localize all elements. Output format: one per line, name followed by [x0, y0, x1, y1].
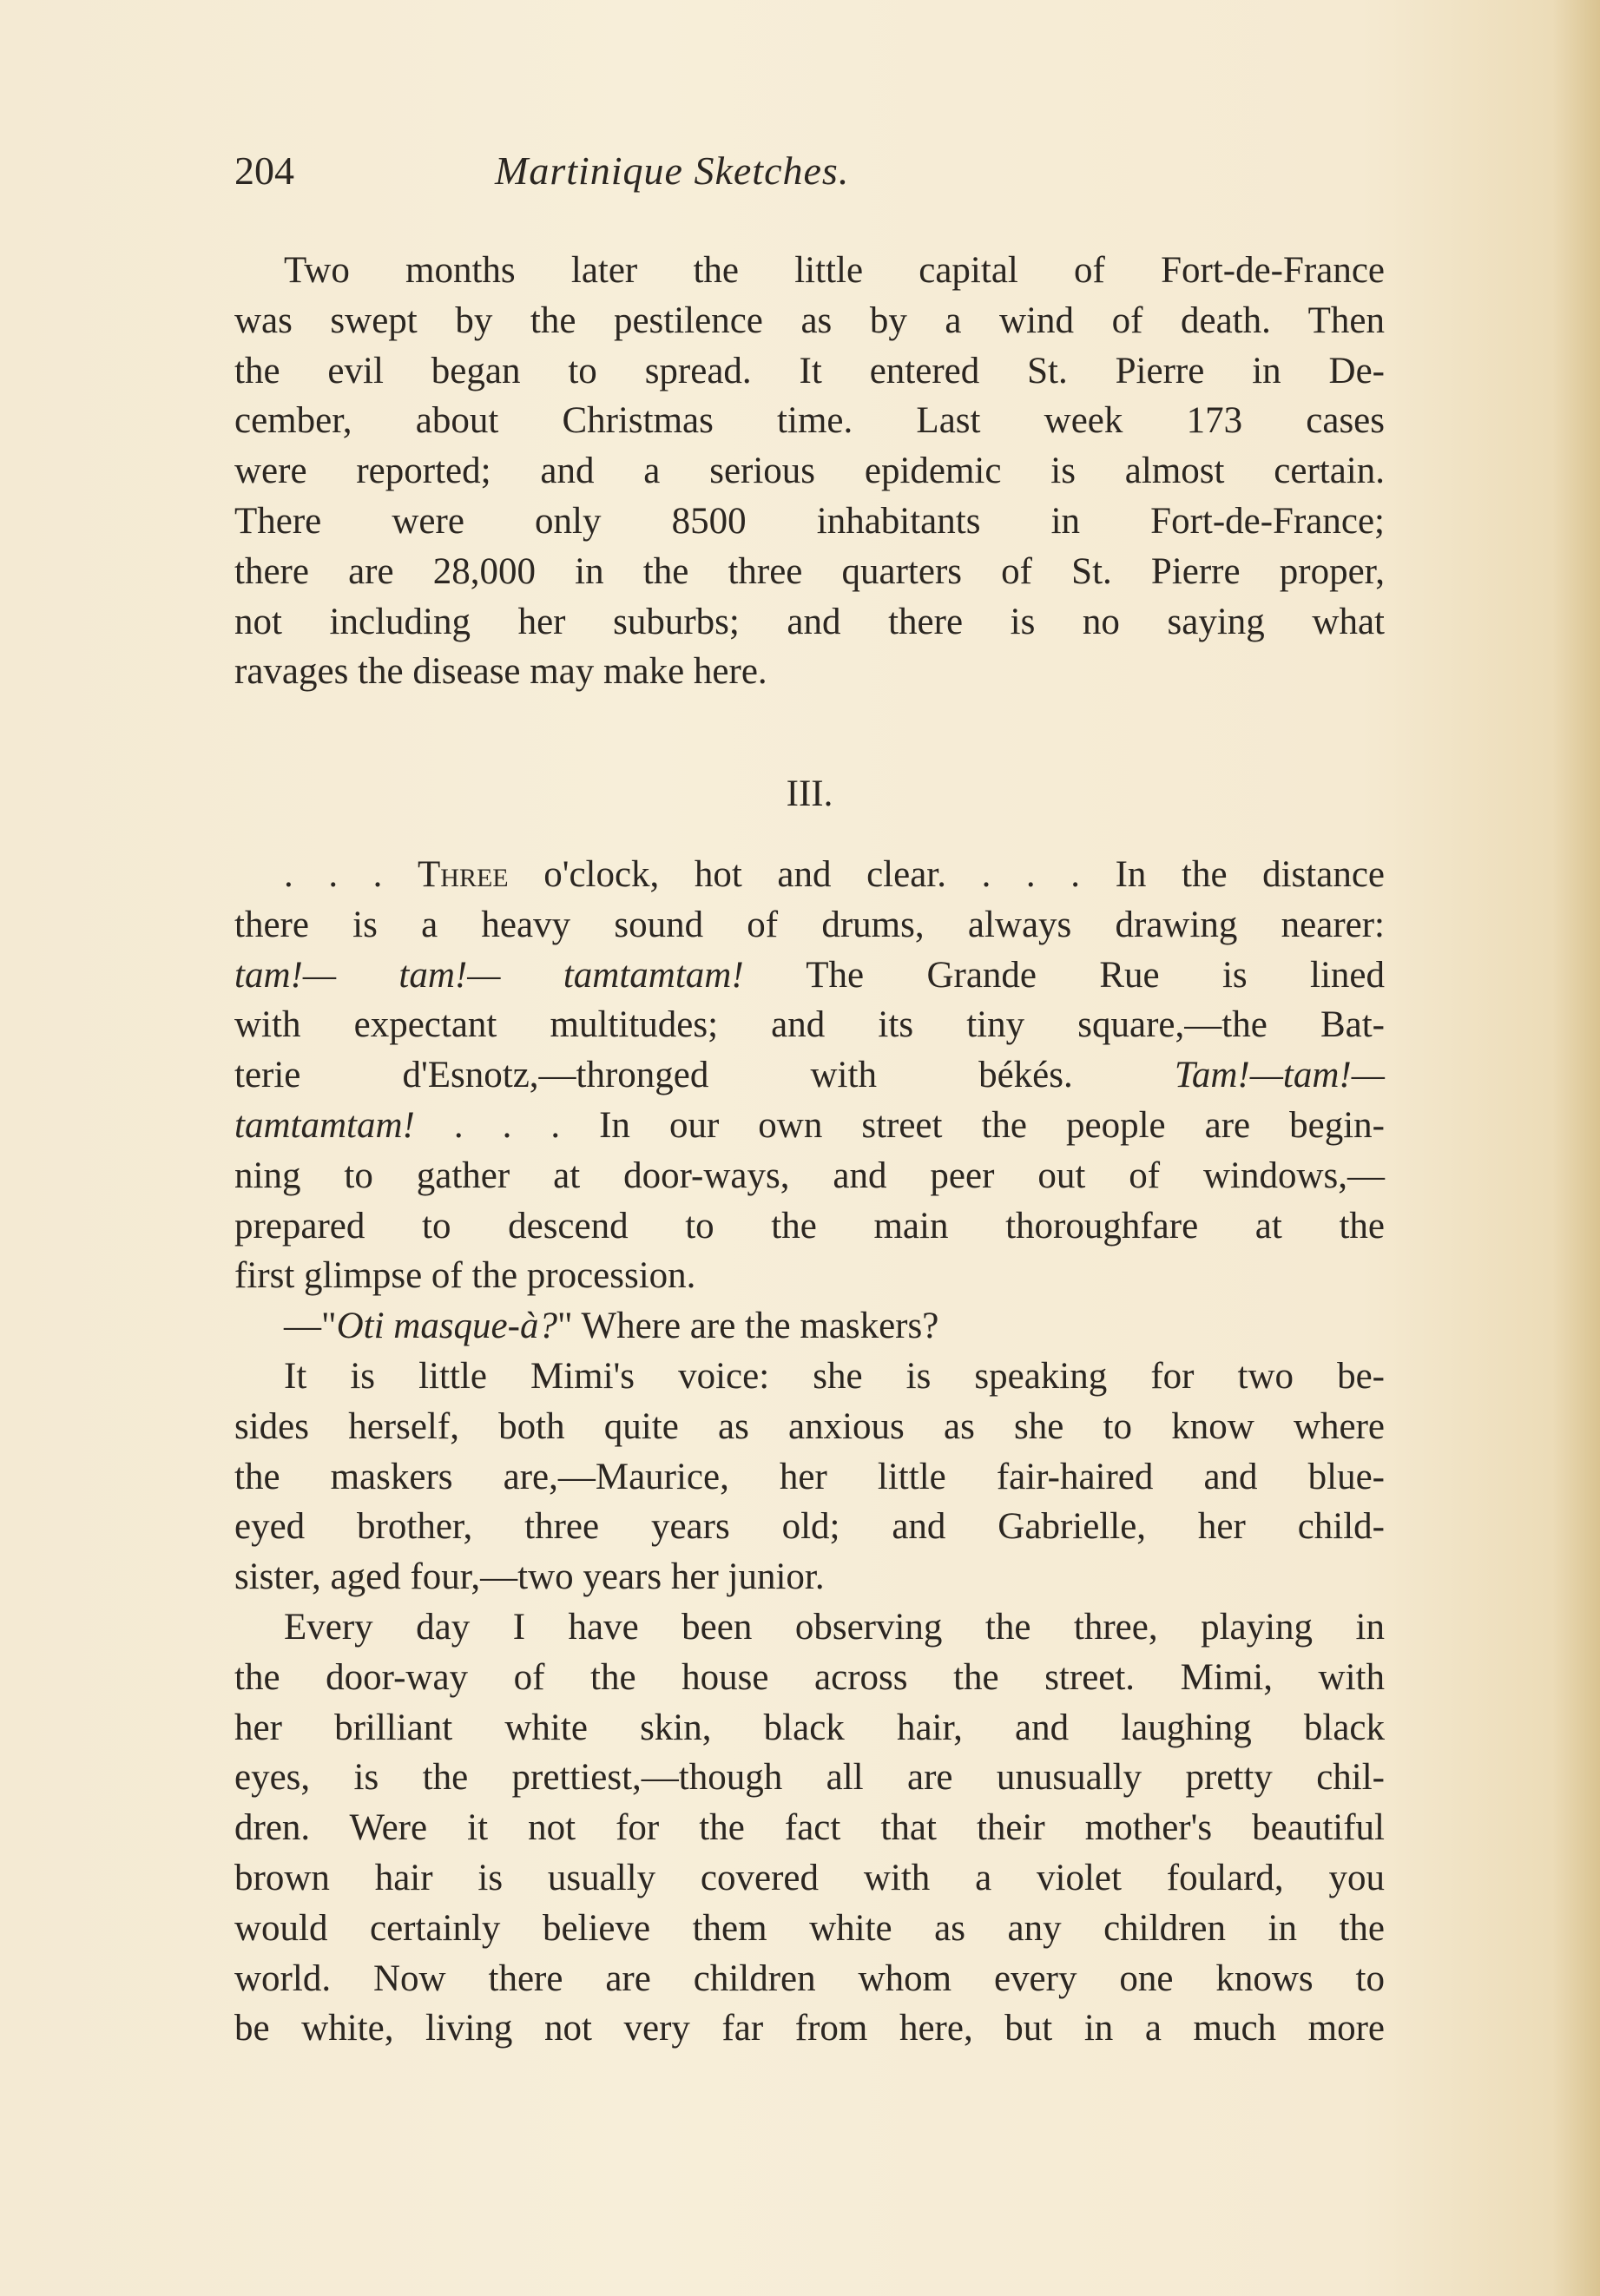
- text-line: [234, 1101, 1385, 1151]
- text-line: [234, 1853, 1385, 1904]
- text-line: [234, 597, 1385, 648]
- text-run: Tam!—tam!—: [1174, 1055, 1385, 1096]
- text-line: [234, 1452, 1385, 1503]
- text-line: [234, 1904, 1385, 1954]
- text-run: sister, aged four,—two years her junior.: [234, 1556, 825, 1598]
- text-line: [234, 296, 1385, 346]
- text-line: [234, 951, 1385, 1001]
- text-line: [234, 1753, 1385, 1803]
- text-line: [234, 1251, 1385, 1301]
- text-run: was swept by the pestilence as by a wind of death. Then: [234, 299, 1385, 341]
- text-run: Three: [418, 854, 509, 895]
- text-run: terie d'Esnotz,—thronged with békés.: [234, 1055, 1175, 1096]
- text-run: ning to gather at door-ways, and peer out of windows,—: [234, 1155, 1385, 1196]
- text-line: [234, 2003, 1385, 2054]
- section-heading: III.: [786, 773, 833, 814]
- running-title: Martinique Sketches.: [495, 148, 850, 193]
- text-line: [234, 1552, 1385, 1602]
- text-line: [234, 1402, 1385, 1452]
- text-line: [234, 1000, 1385, 1050]
- text-run: not including her suburbs; and there is no saying what: [234, 601, 1385, 642]
- text-line: [234, 1954, 1385, 2004]
- text-run: her brilliant white skin, black hair, and laughing black: [234, 1707, 1385, 1748]
- text-line: [234, 1602, 1385, 1653]
- text-run: Two months later the little capital of Fort-de-France: [284, 250, 1385, 291]
- text-run: ravages the disease may make here.: [234, 651, 767, 693]
- text-run: Every day I have been observing the three, playing in: [284, 1606, 1385, 1648]
- text-line: [234, 1151, 1385, 1201]
- paragraph-block-2: [234, 850, 1385, 2054]
- text-line: [234, 497, 1385, 547]
- text-line: [234, 1502, 1385, 1552]
- text-line: [234, 346, 1385, 397]
- text-run: —": [284, 1306, 337, 1347]
- text-run: sides herself, both quite as anxious as she to know where: [234, 1405, 1385, 1447]
- text-line: [234, 1050, 1385, 1101]
- text-run: the door-way of the house across the street. Mimi, with: [234, 1656, 1385, 1698]
- text-run: dren. Were it not for the fact that their mother's beautiful: [234, 1807, 1385, 1849]
- text-line: [234, 647, 1385, 697]
- text-run: were reported; and a serious epidemic is almost certain.: [234, 451, 1385, 492]
- text-run: o'clock, hot and clear. . . . In the distance: [508, 854, 1385, 895]
- text-run: the evil began to spread. It entered St. Pierre in De-: [234, 350, 1385, 391]
- page-number: 204: [234, 148, 294, 193]
- text-line: [234, 246, 1385, 296]
- text-run: prepared to descend to the main thoroughfare at the: [234, 1205, 1385, 1247]
- text-run: tamtamtam!: [234, 1104, 415, 1146]
- text-run: The Grande Rue is lined: [743, 954, 1385, 996]
- text-line: [234, 547, 1385, 597]
- text-run: be white, living not very far from here, but in a much more: [234, 2008, 1385, 2049]
- text-run: There were only 8500 inhabitants in Fort-de-France;: [234, 500, 1385, 542]
- text-run: eyes, is the prettiest,—though all are unusually pretty chil-: [234, 1757, 1385, 1799]
- text-line: [234, 900, 1385, 951]
- text-line: [234, 446, 1385, 497]
- text-line: [234, 1653, 1385, 1703]
- text-line: [234, 1201, 1385, 1252]
- text-run: world. Now there are children whom every one knows to: [234, 1957, 1385, 1999]
- text-run: It is little Mimi's voice: she is speaking for two be-: [284, 1355, 1385, 1397]
- text-run: cember, about Christmas time. Last week 173 cases: [234, 400, 1385, 442]
- text-run: eyed brother, three years old; and Gabrielle, her child-: [234, 1506, 1385, 1548]
- text-run: . . .: [284, 854, 418, 895]
- text-line: [234, 1703, 1385, 1753]
- text-run: there is a heavy sound of drums, always drawing nearer:: [234, 904, 1385, 945]
- text-run: would certainly believe them white as any children in the: [234, 1907, 1385, 1949]
- paragraph-block-1: [234, 246, 1385, 697]
- text-run: Oti masque-à?: [336, 1306, 557, 1347]
- text-line: [234, 396, 1385, 446]
- text-run: first glimpse of the procession.: [234, 1255, 696, 1297]
- text-line: [234, 1803, 1385, 1853]
- text-run: . . . In our own street the people are begin-: [414, 1104, 1385, 1146]
- running-header: [234, 148, 1385, 200]
- text-line: [234, 1352, 1385, 1402]
- text-run: " Where are the maskers?: [556, 1306, 939, 1347]
- text-run: there are 28,000 in the three quarters of St. Pierre proper,: [234, 550, 1385, 592]
- text-run: brown hair is usually covered with a violet foulard, you: [234, 1857, 1385, 1898]
- text-line: [234, 850, 1385, 900]
- text-run: the maskers are,—Maurice, her little fair-haired and blue-: [234, 1456, 1385, 1497]
- text-run: tam!— tam!— tamtamtam!: [234, 954, 744, 996]
- text-run: with expectant multitudes; and its tiny square,—the Bat-: [234, 1004, 1385, 1046]
- text-line: [234, 1301, 1385, 1352]
